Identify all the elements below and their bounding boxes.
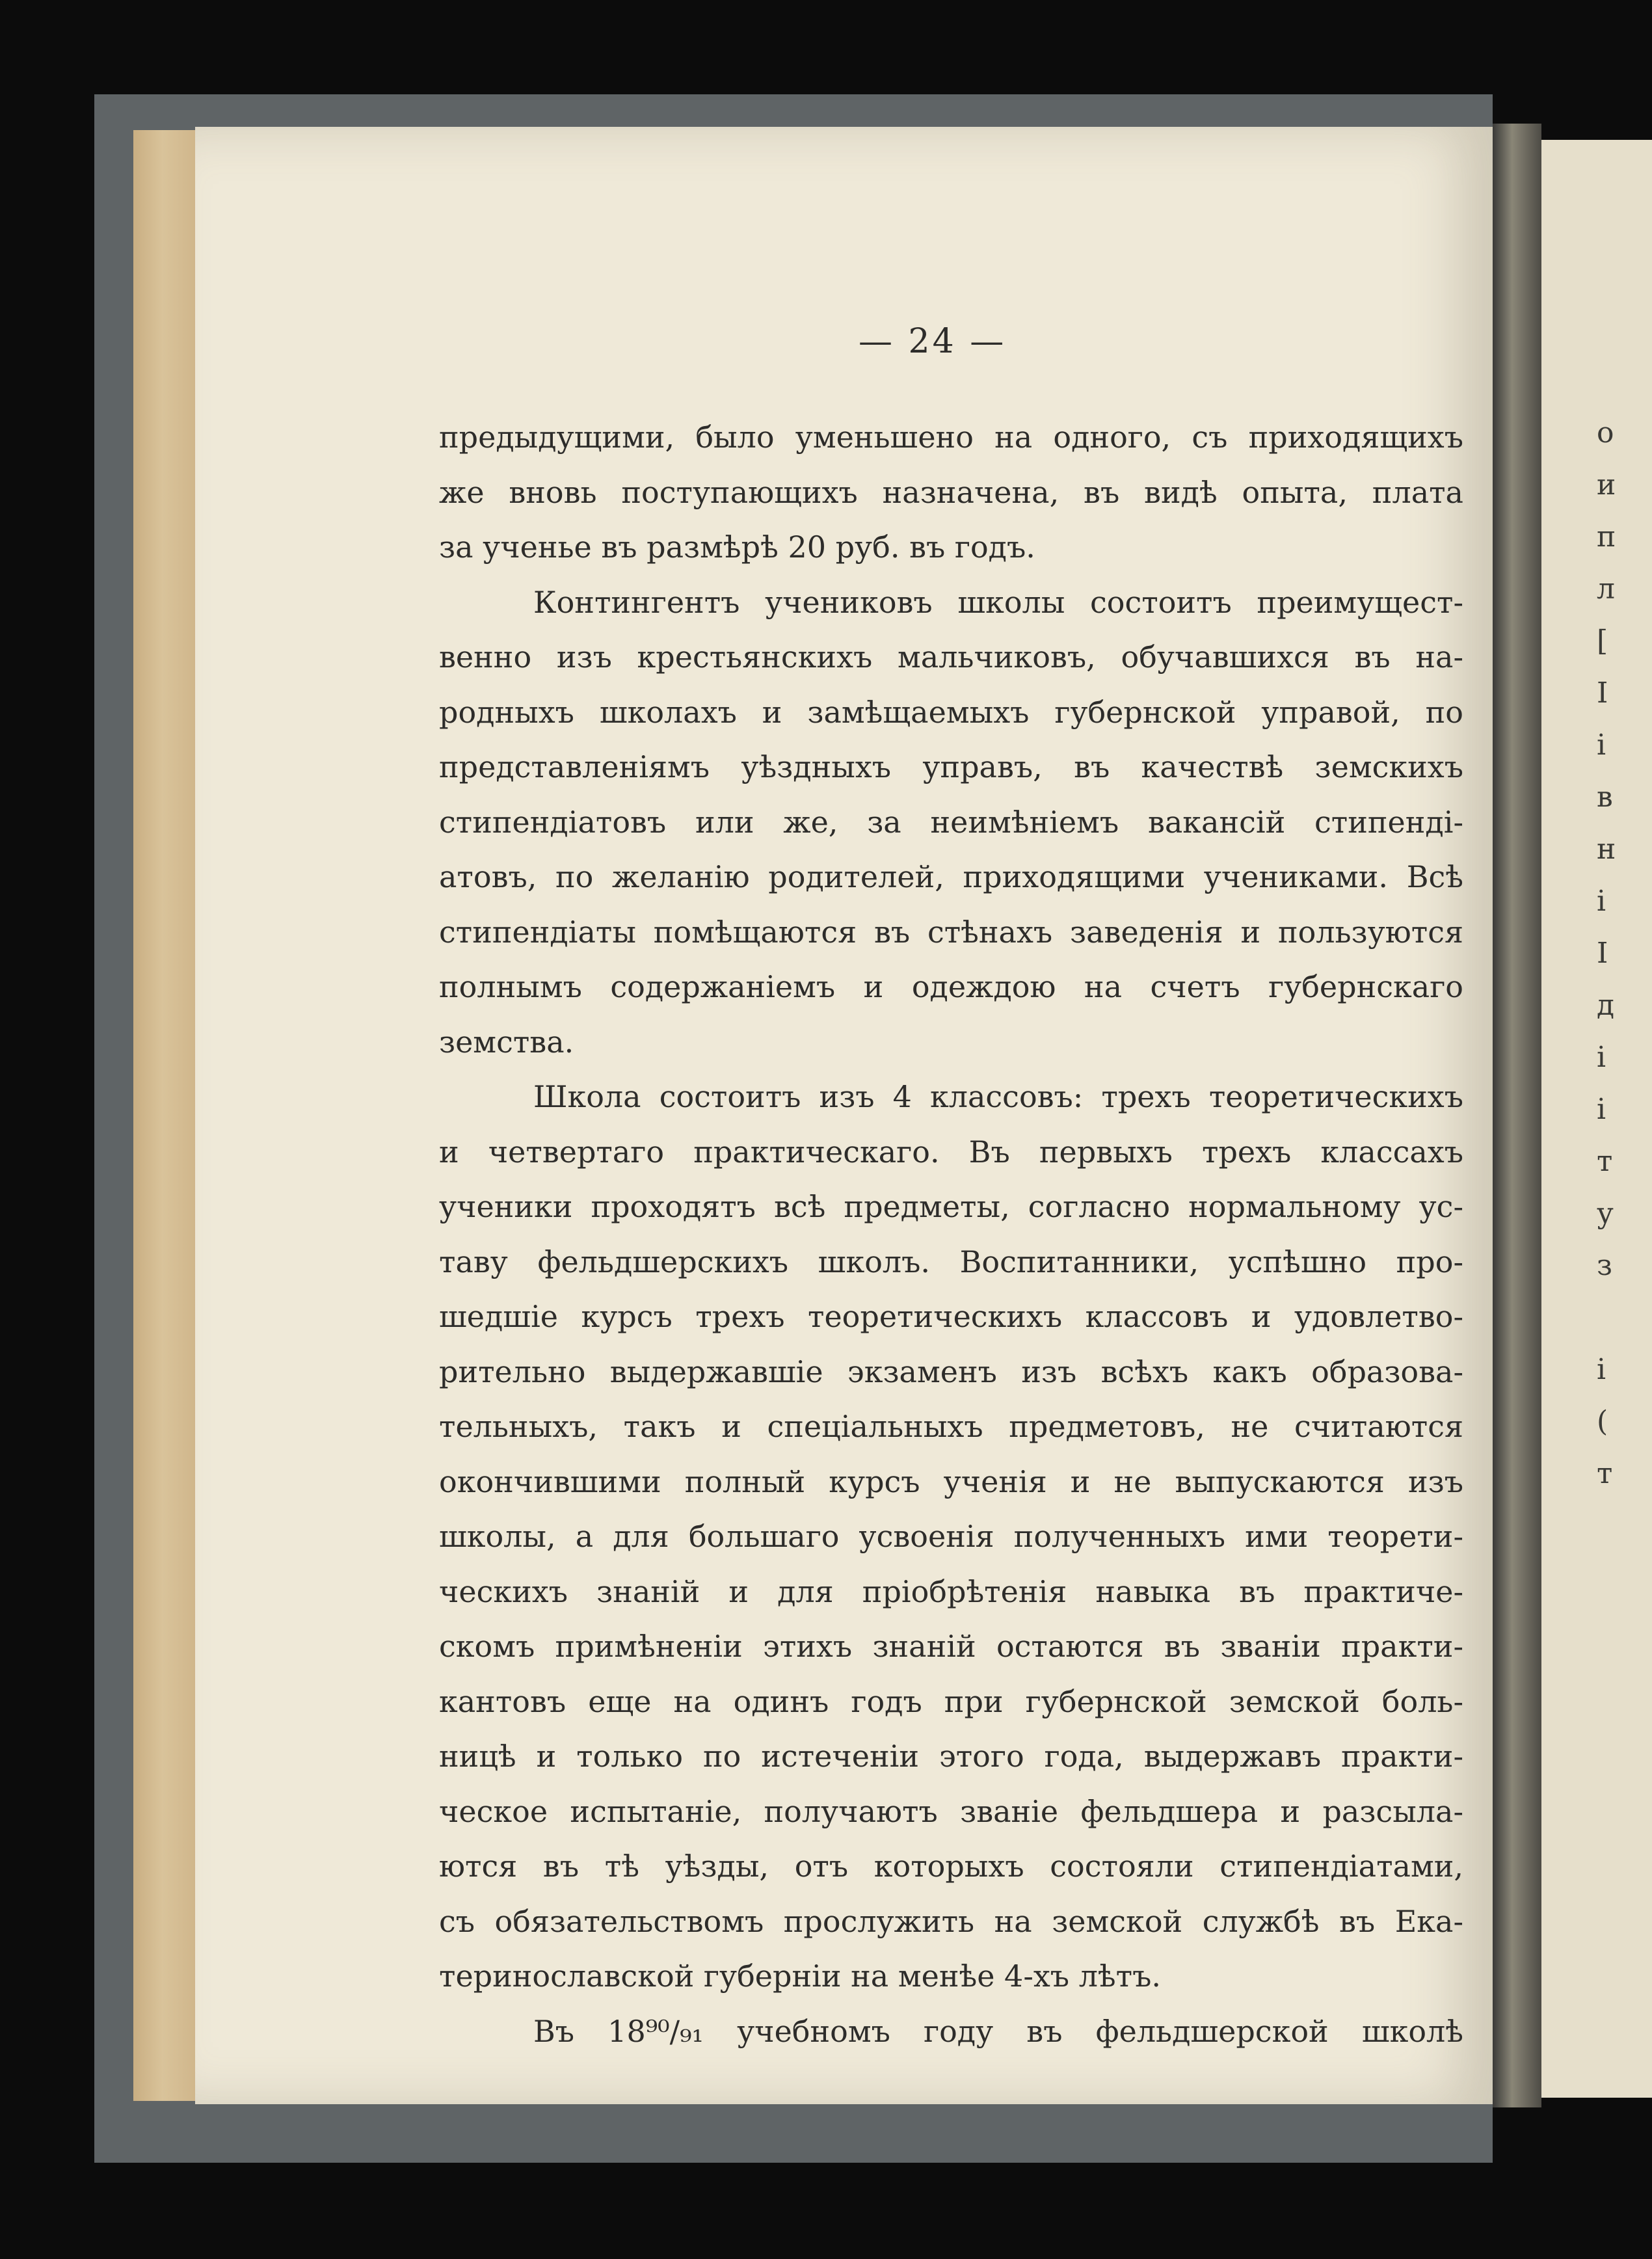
edge-letter: [ bbox=[1597, 624, 1608, 658]
text-line: окончившими полный курсъ ученія и не выпускаются изъ bbox=[439, 1464, 1463, 1499]
edge-letter: т bbox=[1597, 1457, 1613, 1490]
text-line: стипендіатовъ или же, за неимѣніемъ вакансій стипенді- bbox=[439, 804, 1463, 840]
edge-letter: д bbox=[1597, 989, 1615, 1022]
edge-letter: ( bbox=[1597, 1405, 1608, 1438]
edge-letter: п bbox=[1597, 520, 1616, 554]
text-line: рительно выдержавшіе экзаменъ изъ всѣхъ какъ образова- bbox=[439, 1354, 1463, 1389]
text-line: стипендіаты помѣщаются въ стѣнахъ заведенія и пользуются bbox=[439, 914, 1463, 950]
text-line: же вновь поступающихъ назначена, въ видѣ опыта, плата bbox=[439, 474, 1463, 510]
text-line: земства. bbox=[439, 1024, 574, 1060]
edge-letter bbox=[1597, 1301, 1636, 1353]
text-line: Школа состоитъ изъ 4 классовъ: трехъ теоретическихъ bbox=[533, 1079, 1463, 1114]
text-line: шедшіе курсъ трехъ теоретическихъ классовъ и удовлетво- bbox=[439, 1299, 1463, 1334]
text-line: кантовъ еще на одинъ годъ при губернской земской боль- bbox=[439, 1683, 1463, 1719]
edge-letter: з bbox=[1597, 1249, 1612, 1282]
edge-letter: і bbox=[1597, 1353, 1606, 1386]
text-line: таву фельдшерскихъ школъ. Воспитанники, успѣшно про- bbox=[439, 1244, 1463, 1279]
text-line: тельныхъ, такъ и спеціальныхъ предметовъ, не считаются bbox=[439, 1409, 1463, 1444]
page-text bbox=[439, 410, 1463, 2059]
text-line: Контингентъ учениковъ школы состоитъ преимущест- bbox=[533, 584, 1463, 620]
text-line: ческихъ знаній и для пріобрѣтенія навыка въ практиче- bbox=[439, 1573, 1463, 1609]
text-line: и четвертаго практическаго. Въ первыхъ трехъ классахъ bbox=[439, 1134, 1463, 1170]
edge-letter: і bbox=[1597, 1041, 1606, 1074]
text-line: венно изъ крестьянскихъ мальчиковъ, обучавшихся въ на- bbox=[439, 639, 1463, 675]
text-line: атовъ, по желанію родителей, приходящими учениками. Всѣ bbox=[439, 859, 1463, 894]
cover-edge bbox=[133, 130, 198, 2101]
text-line: за ученье въ размѣрѣ 20 руб. въ годъ. bbox=[439, 529, 1035, 565]
edge-letter: I bbox=[1597, 937, 1608, 970]
next-page-letters bbox=[1597, 416, 1636, 1509]
text-line: представленіямъ уѣздныхъ управъ, въ качествѣ земскихъ bbox=[439, 749, 1463, 784]
page-number: — 24 — bbox=[859, 322, 1007, 361]
text-line: школы, а для большаго усвоенія полученныхъ ими теорети- bbox=[439, 1519, 1463, 1554]
text-line: ются въ тѣ уѣзды, отъ которыхъ состояли стипендіатами, bbox=[439, 1849, 1463, 1884]
text-line: родныхъ школахъ и замѣщаемыхъ губернской управой, по bbox=[439, 694, 1463, 730]
edge-letter: і bbox=[1597, 1093, 1606, 1126]
edge-letter: н bbox=[1597, 833, 1616, 866]
edge-letter: і bbox=[1597, 885, 1606, 918]
edge-letter: в bbox=[1597, 781, 1613, 814]
edge-letter: і bbox=[1597, 728, 1606, 762]
text-line: полнымъ содержаніемъ и одеждою на счетъ губернскаго bbox=[439, 969, 1463, 1004]
text-line: теринославской губерніи на менѣе 4-хъ лѣтъ. bbox=[439, 1958, 1161, 1994]
edge-letter: I bbox=[1597, 676, 1608, 710]
edge-letter: л bbox=[1597, 572, 1615, 606]
text-line: скомъ примѣненіи этихъ знаній остаются въ званіи практи- bbox=[439, 1629, 1463, 1664]
edge-letter: у bbox=[1597, 1197, 1614, 1230]
text-line: ницѣ и только по истеченіи этого года, выдержавъ практи- bbox=[439, 1739, 1463, 1774]
edge-letter: и bbox=[1597, 468, 1616, 501]
text-line: съ обязательствомъ прослужить на земской службѣ въ Ека- bbox=[439, 1903, 1463, 1939]
edge-letter: о bbox=[1597, 416, 1614, 449]
book-gutter bbox=[1493, 124, 1541, 2107]
text-line: предыдущими, было уменьшено на одного, съ приходящихъ bbox=[439, 420, 1463, 455]
text-line: Въ 18⁹⁰/₉₁ учебномъ году въ фельдшерской школѣ bbox=[533, 2013, 1463, 2049]
text-line: ческое испытаніе, получаютъ званіе фельдшера и разсыла- bbox=[439, 1793, 1463, 1829]
text-line: ученики проходятъ всѣ предметы, согласно нормальному ус- bbox=[439, 1189, 1463, 1224]
edge-letter: т bbox=[1597, 1145, 1613, 1178]
